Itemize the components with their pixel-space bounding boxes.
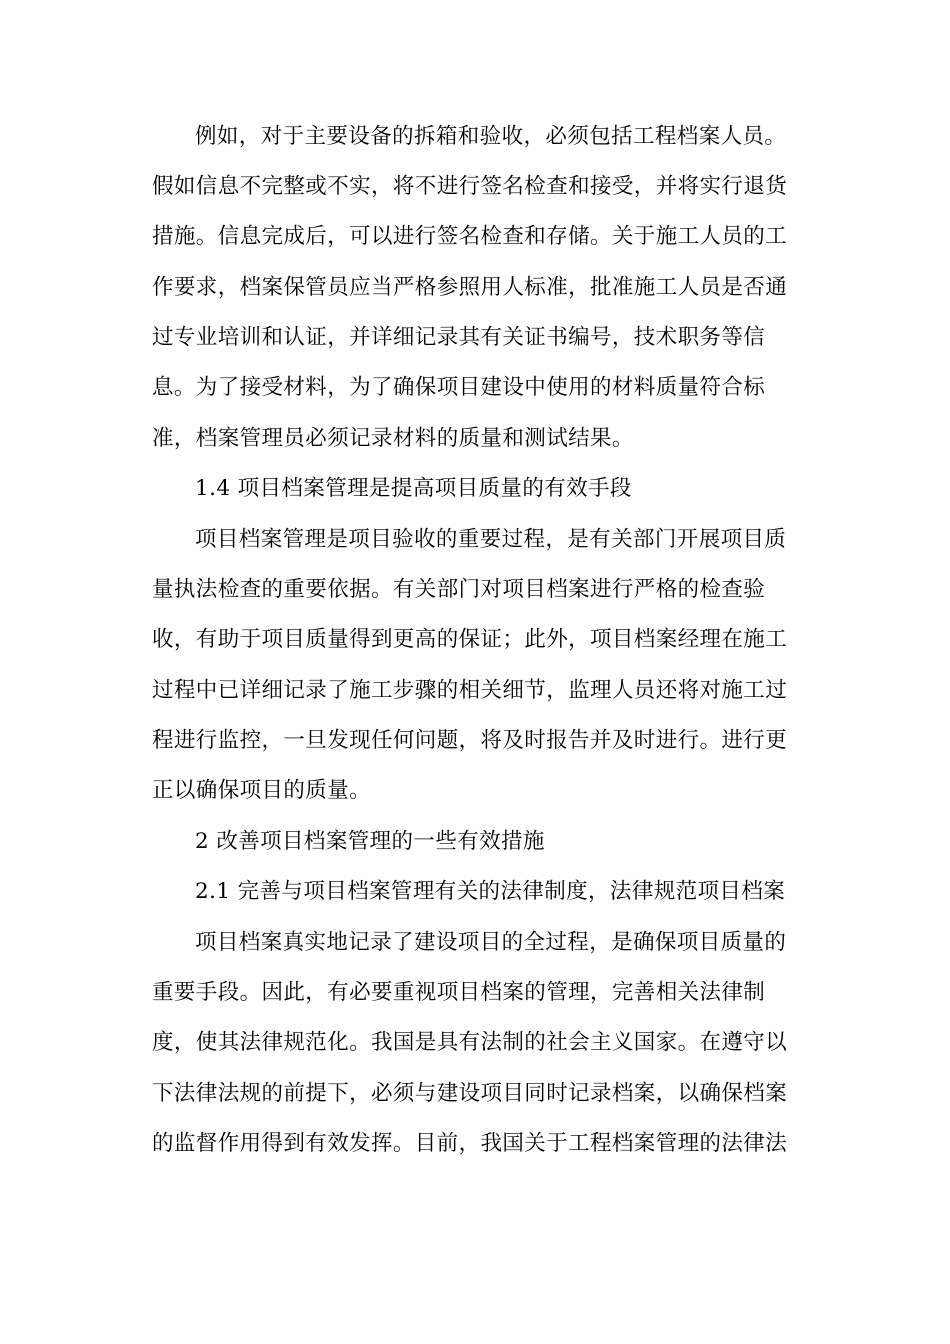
text-line: 项目档案管理是项目验收的重要过程，是有关部门开展项目质 <box>195 527 787 552</box>
text-line: 准，档案管理员必须记录材料的质量和测试结果。 <box>152 426 634 451</box>
text-line: 过专业培训和认证，并详细记录其有关证书编号，技术职务等信 <box>152 325 766 350</box>
text-line: 程进行监控，一旦发现任何问题，将及时报告并及时进行。进行更 <box>152 728 788 753</box>
text-line: 的监督作用得到有效发挥。目前，我国关于工程档案管理的法律法 <box>152 1131 788 1156</box>
text-line: 假如信息不完整或不实，将不进行签名检查和接受，并将实行退货 <box>152 174 788 199</box>
text-line: 收，有助于项目质量得到更高的保证；此外，项目档案经理在施工 <box>152 627 788 652</box>
text-line: 过程中已详细记录了施工步骤的相关细节，监理人员还将对施工过 <box>152 678 788 703</box>
section-heading: 1.4 项目档案管理是提高项目质量的有效手段 <box>195 476 632 501</box>
text-line: 息。为了接受材料，为了确保项目建设中使用的材料质量符合标 <box>152 375 766 400</box>
text-line: 下法律法规的前提下，必须与建设项目同时记录档案，以确保档案 <box>152 1081 788 1106</box>
text-line: 重要手段。因此，有必要重视项目档案的管理，完善相关法律制 <box>152 980 766 1005</box>
text-line: 量执法检查的重要依据。有关部门对项目档案进行严格的检查验 <box>152 577 766 602</box>
text-line: 作要求，档案保管员应当严格参照用人标准，批准施工人员是否通 <box>152 275 788 300</box>
text-line: 措施。信息完成后，可以进行签名检查和存储。关于施工人员的工 <box>152 224 788 249</box>
text-line: 度，使其法律规范化。我国是具有法制的社会主义国家。在遵守以 <box>152 1030 788 1055</box>
text-line: 正以确保项目的质量。 <box>152 778 372 803</box>
text-line: 项目档案真实地记录了建设项目的全过程，是确保项目质量的 <box>195 930 787 955</box>
section-heading: 2 改善项目档案管理的一些有效措施 <box>195 829 545 854</box>
section-heading: 2.1 完善与项目档案管理有关的法律制度，法律规范项目档案 <box>195 879 786 904</box>
text-line: 例如，对于主要设备的拆箱和验收，必须包括工程档案人员。 <box>195 124 787 149</box>
